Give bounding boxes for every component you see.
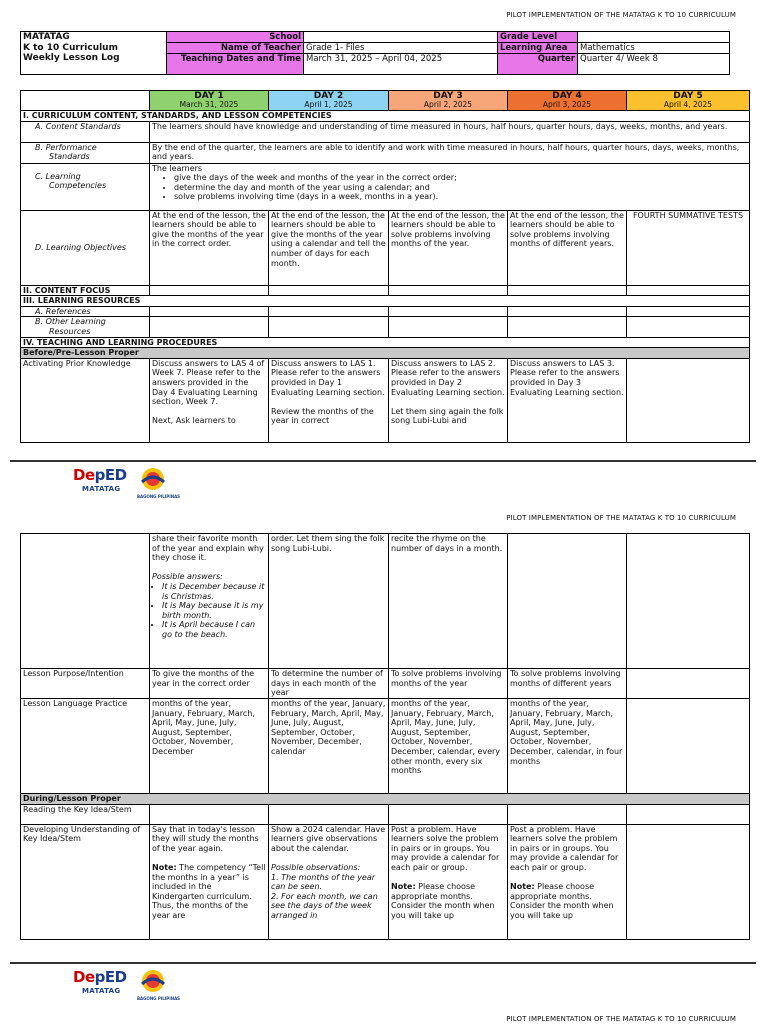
bagong-pilipinas-emblem-icon (135, 466, 171, 494)
teaching-dates-label: Teaching Dates and Time (167, 54, 304, 75)
header-info-table (20, 31, 730, 75)
deped-matatag-logo: DepED MATATAG BAGONG PILIPINAS (73, 466, 181, 499)
language-day4: months of the year, January, February, March, April, May, June, July, August, September, October, November, December, calendar, in four months (508, 699, 627, 794)
developing-day2: Show a 2024 calendar. Have learners give observations about the calendar. Possible observations: 1. The months of the year can be seen. 2. For each month, we can see the days of the week arranged in (269, 824, 389, 939)
pilot-header-page2: PILOT IMPLEMENTATION OF THE MATATAG K TO 10 CURRICULUM (506, 514, 736, 522)
activating-prior-knowledge-label: Activating Prior Knowledge (21, 358, 150, 442)
competency-item: • determine the day and month of the year using a calendar; and (174, 183, 747, 193)
purpose-day1: To give the months of the year in the correct order (150, 669, 269, 699)
lesson-language-label: Lesson Language Practice (21, 699, 150, 794)
during-lesson-proper-bar: During/Lesson Proper (21, 794, 750, 805)
day5-header: DAY 5 April 4, 2025 (627, 91, 750, 111)
content-standards-text: The learners should have knowledge and understanding of time measured in hours, half hours, quarter hours, days, weeks, months, and years. (150, 121, 750, 142)
developing-day3: Post a problem. Have learners solve the problem in pairs or in groups. You may provide a calendar for each pair or group. Note: Please choose appropriate months. Consider the month when you will take up (389, 824, 508, 939)
objective-day3: At the end of the lesson, the learners should be able to solve problems involving months of the year. (389, 210, 508, 285)
quarter-label: Quarter (498, 54, 578, 75)
performance-standards-label: B. Performance Standards (21, 142, 150, 163)
school-value (304, 32, 498, 43)
purpose-day4: To solve problems involving months of different years (508, 669, 627, 699)
day4-header: DAY 4 April 3, 2025 (508, 91, 627, 111)
corner-cell (21, 91, 150, 111)
before-lesson-proper-bar: Before/Pre-Lesson Proper (21, 348, 750, 359)
teacher-value: Grade 1- Files (304, 43, 498, 54)
continued-label-cell (21, 534, 150, 669)
activating-day2: Discuss answers to LAS 1. Please refer to the answers provided in Day 1 Evaluating Learning section. Review the months of the year in correct (269, 358, 389, 442)
activating-day3-cont: recite the rhyme on the number of days in a month. (389, 534, 508, 669)
objective-day1: At the end of the lesson, the learners should be able to give the months of the year in the correct order. (150, 210, 269, 285)
objective-day5: FOURTH SUMMATIVE TESTS (627, 210, 750, 285)
activating-day1: Discuss answers to LAS 4 of Week 7. Please refer to the answers provided in the Day 4 Evaluating Learning section, Week 7. Next, Ask learners to (150, 358, 269, 442)
teaching-dates-value: March 31, 2025 – April 04, 2025 (304, 54, 498, 75)
possible-answer: • It is April because I can go to the beach. (162, 620, 266, 639)
learning-area-label: Learning Area (498, 43, 578, 54)
purpose-day3: To solve problems involving months of the year (389, 669, 508, 699)
objective-day4: At the end of the lesson, the learners should be able to solve problems involving months of different years. (508, 210, 627, 285)
performance-standards-text: By the end of the quarter, the learners are able to identify and work with time measured in hours, half hours, quarter hours, days, weeks, months, and years. (150, 142, 750, 163)
teacher-label: Name of Teacher (167, 43, 304, 54)
language-day2: months of the year, January, February, March, April, May, June, July, August, September, October, November, December, calendar (269, 699, 389, 794)
grade-level-label: Grade Level (498, 32, 578, 43)
purpose-day2: To determine the number of days in each month of the year (269, 669, 389, 699)
section-curriculum: I. CURRICULUM CONTENT, STANDARDS, AND LESSON COMPETENCIES (21, 111, 750, 122)
deped-matatag-logo-page2: DepED MATATAG BAGONG PILIPINAS (73, 968, 181, 1001)
language-day3: months of the year, January, February, March, April, May, June, July, August, September, October, November, December, calendar, every other month, every six months (389, 699, 508, 794)
quarter-value: Quarter 4/ Week 8 (578, 54, 730, 75)
competency-item: • give the days of the week and months of the year in the correct order; (174, 173, 747, 183)
day3-header: DAY 3 April 2, 2025 (389, 91, 508, 111)
day1-header: DAY 1 March 31, 2025 (150, 91, 269, 111)
grade-level-value (578, 32, 730, 43)
developing-day1: Say that in today's lesson they will study the months of the year again. Note: The competency “Tell the months in a year” is included in the Kindergarten curriculum. Thus, the months of the year are (150, 824, 269, 939)
objective-day2: At the end of the lesson, the learners should be able to give the months of the year using a calendar and tell the number of days for each month. (269, 210, 389, 285)
section-content-focus: II. CONTENT FOCUS (21, 285, 150, 296)
section-learning-resources: III. LEARNING RESOURCES (21, 296, 750, 307)
learning-competencies-label: C. Learning Competencies (21, 163, 150, 210)
developing-understanding-label: Developing Understanding of Key Idea/Stem (21, 824, 150, 939)
reading-key-idea-label: Reading the Key Idea/Stem (21, 804, 150, 824)
language-day1: months of the year, January, February, March, April, May, June, July, August, September, October, November, December (150, 699, 269, 794)
day2-header: DAY 2 April 1, 2025 (269, 91, 389, 111)
learning-objectives-label: D. Learning Objectives (21, 210, 150, 285)
pilot-header-page3: PILOT IMPLEMENTATION OF THE MATATAG K TO 10 CURRICULUM (506, 1015, 736, 1023)
lesson-log-table-page2 (20, 533, 750, 940)
competency-item: • solve problems involving time (days in a week, months in a year). (174, 192, 747, 202)
possible-answer: • It is May because it is my birth month. (162, 601, 266, 620)
bagong-pilipinas-emblem-icon (135, 968, 171, 996)
activating-day1-cont: share their favorite month of the year and explain why they chose it. Possible answers: • It is December because it is Christmas. • It is May because it is my birth month. • It is April because I can go to the beach. (150, 534, 269, 669)
lesson-purpose-label: Lesson Purpose/Intention (21, 669, 150, 699)
learning-area-value: Mathematics (578, 43, 730, 54)
lesson-log-table-page1 (20, 90, 750, 443)
learning-competencies-text: The learners • give the days of the week and months of the year in the correct order; • determine the day and month of the year using a calendar; and • solve problems involving time (days in a week, months in a year). (150, 163, 750, 210)
content-standards-label: A. Content Standards (21, 121, 150, 142)
section-teaching-procedures: IV. TEACHING AND LEARNING PROCEDURES (21, 337, 750, 348)
activating-day4: Discuss answers to LAS 3. Please refer to the answers provided in Day 3 Evaluating Learning section. (508, 358, 627, 442)
page1-footer-rule (10, 460, 756, 462)
school-label: School (167, 32, 304, 43)
pilot-header: PILOT IMPLEMENTATION OF THE MATATAG K TO 10 CURRICULUM (506, 11, 736, 19)
other-resources-label: B. Other Learning Resources (21, 317, 150, 337)
activating-day3: Discuss answers to LAS 2. Please refer to the answers provided in Day 2 Evaluating Learning section. Let them sing again the folk song Lubi-Lubi and (389, 358, 508, 442)
references-label: A. References (21, 306, 150, 317)
activating-day2-cont: order. Let them sing the folk song Lubi-Lubi. (269, 534, 389, 669)
lesson-log-title: MATATAG K to 10 Curriculum Weekly Lesson Log (21, 32, 167, 75)
possible-answer: • It is December because it is Christmas. (162, 582, 266, 601)
developing-day4: Post a problem. Have learners solve the problem in pairs or in groups. You may provide a calendar for each pair or group. Note: Please choose appropriate months. Consider the month when you will take up (508, 824, 627, 939)
page2-footer-rule (10, 962, 756, 964)
